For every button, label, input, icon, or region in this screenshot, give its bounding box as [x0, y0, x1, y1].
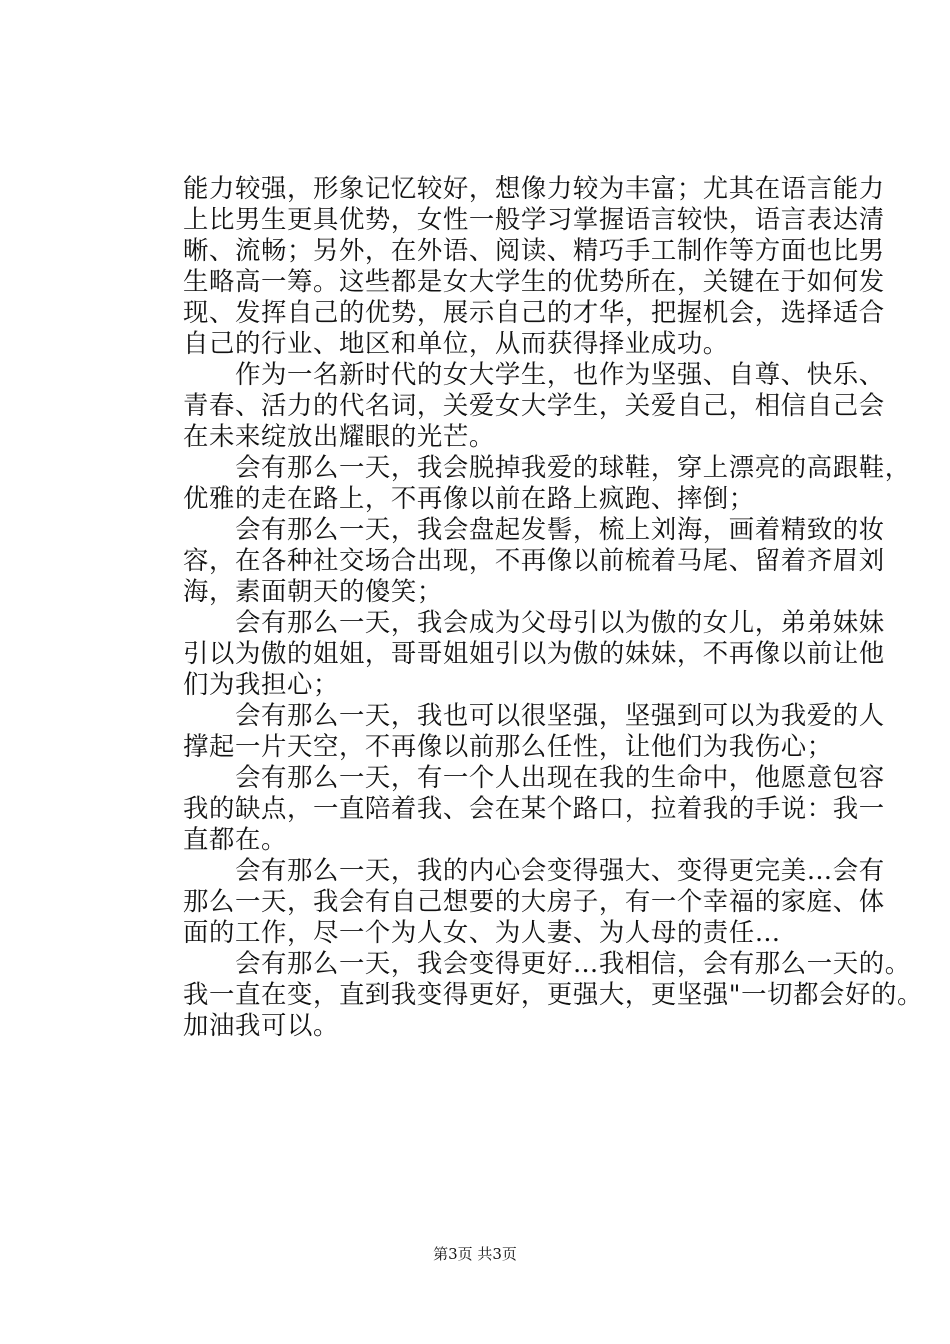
text-line: 会有那么一天，我会变得更好…我相信，会有那么一天的。: [183, 948, 911, 978]
text-line: 能力较强，形象记忆较好，想像力较为丰富；尤其在语言能力: [183, 173, 885, 203]
text-line: 生略高一筹。这些都是女大学生的优势所在，关键在于如何发: [183, 266, 885, 296]
text-line: 加油我可以。: [183, 1010, 339, 1040]
text-line: 直都在。: [183, 824, 287, 854]
text-line: 作为一名新时代的女大学生，也作为坚强、自尊、快乐、: [183, 359, 885, 389]
text-line: 上比男生更具优势，女性一般学习掌握语言较快，语言表达清: [183, 204, 885, 234]
text-line: 现、发挥自己的优势，展示自己的才华，把握机会，选择适合: [183, 297, 885, 327]
text-line: 引以为傲的姐姐，哥哥姐姐引以为傲的妹妹，不再像以前让他: [183, 638, 885, 668]
text-line: 自己的行业、地区和单位，从而获得择业成功。: [183, 328, 729, 358]
text-line: 撑起一片天空，不再像以前那么任性，让他们为我伤心；: [183, 731, 833, 761]
text-line: 会有那么一天，我的内心会变得强大、变得更完美…会有: [183, 855, 885, 885]
text-line: 那么一天，我会有自己想要的大房子，有一个幸福的家庭、体: [183, 886, 885, 916]
text-line: 我一直在变，直到我变得更好，更强大，更坚强"一切都会好的。: [183, 979, 924, 1009]
text-line: 在未来绽放出耀眼的光芒。: [183, 421, 495, 451]
text-line: 海，素面朝天的傻笑；: [183, 576, 443, 606]
text-line: 晰、流畅；另外，在外语、阅读、精巧手工制作等方面也比男: [183, 235, 885, 265]
text-line: 会有那么一天，我也可以很坚强，坚强到可以为我爱的人: [183, 700, 885, 730]
text-line: 会有那么一天，我会脱掉我爱的球鞋，穿上漂亮的高跟鞋，: [183, 452, 911, 482]
text-line: 会有那么一天，我会盘起发髻，梳上刘海，画着精致的妆: [183, 514, 885, 544]
text-line: 容，在各种社交场合出现，不再像以前梳着马尾、留着齐眉刘: [183, 545, 885, 575]
text-line: 面的工作，尽一个为人女、为人妻、为人母的责任…: [183, 917, 781, 947]
text-line: 会有那么一天，有一个人出现在我的生命中，他愿意包容: [183, 762, 885, 792]
text-line: 会有那么一天，我会成为父母引以为傲的女儿，弟弟妹妹: [183, 607, 885, 637]
text-line: 我的缺点，一直陪着我、会在某个路口，拉着我的手说：我一: [183, 793, 885, 823]
page-number-footer: 第3页 共3页: [433, 1245, 517, 1263]
text-line: 青春、活力的代名词，关爱女大学生，关爱自己，相信自己会: [183, 390, 885, 420]
text-line: 们为我担心；: [183, 669, 339, 699]
document-body: [183, 173, 924, 1041]
text-line: 优雅的走在路上，不再像以前在路上疯跑、摔倒；: [183, 483, 755, 513]
